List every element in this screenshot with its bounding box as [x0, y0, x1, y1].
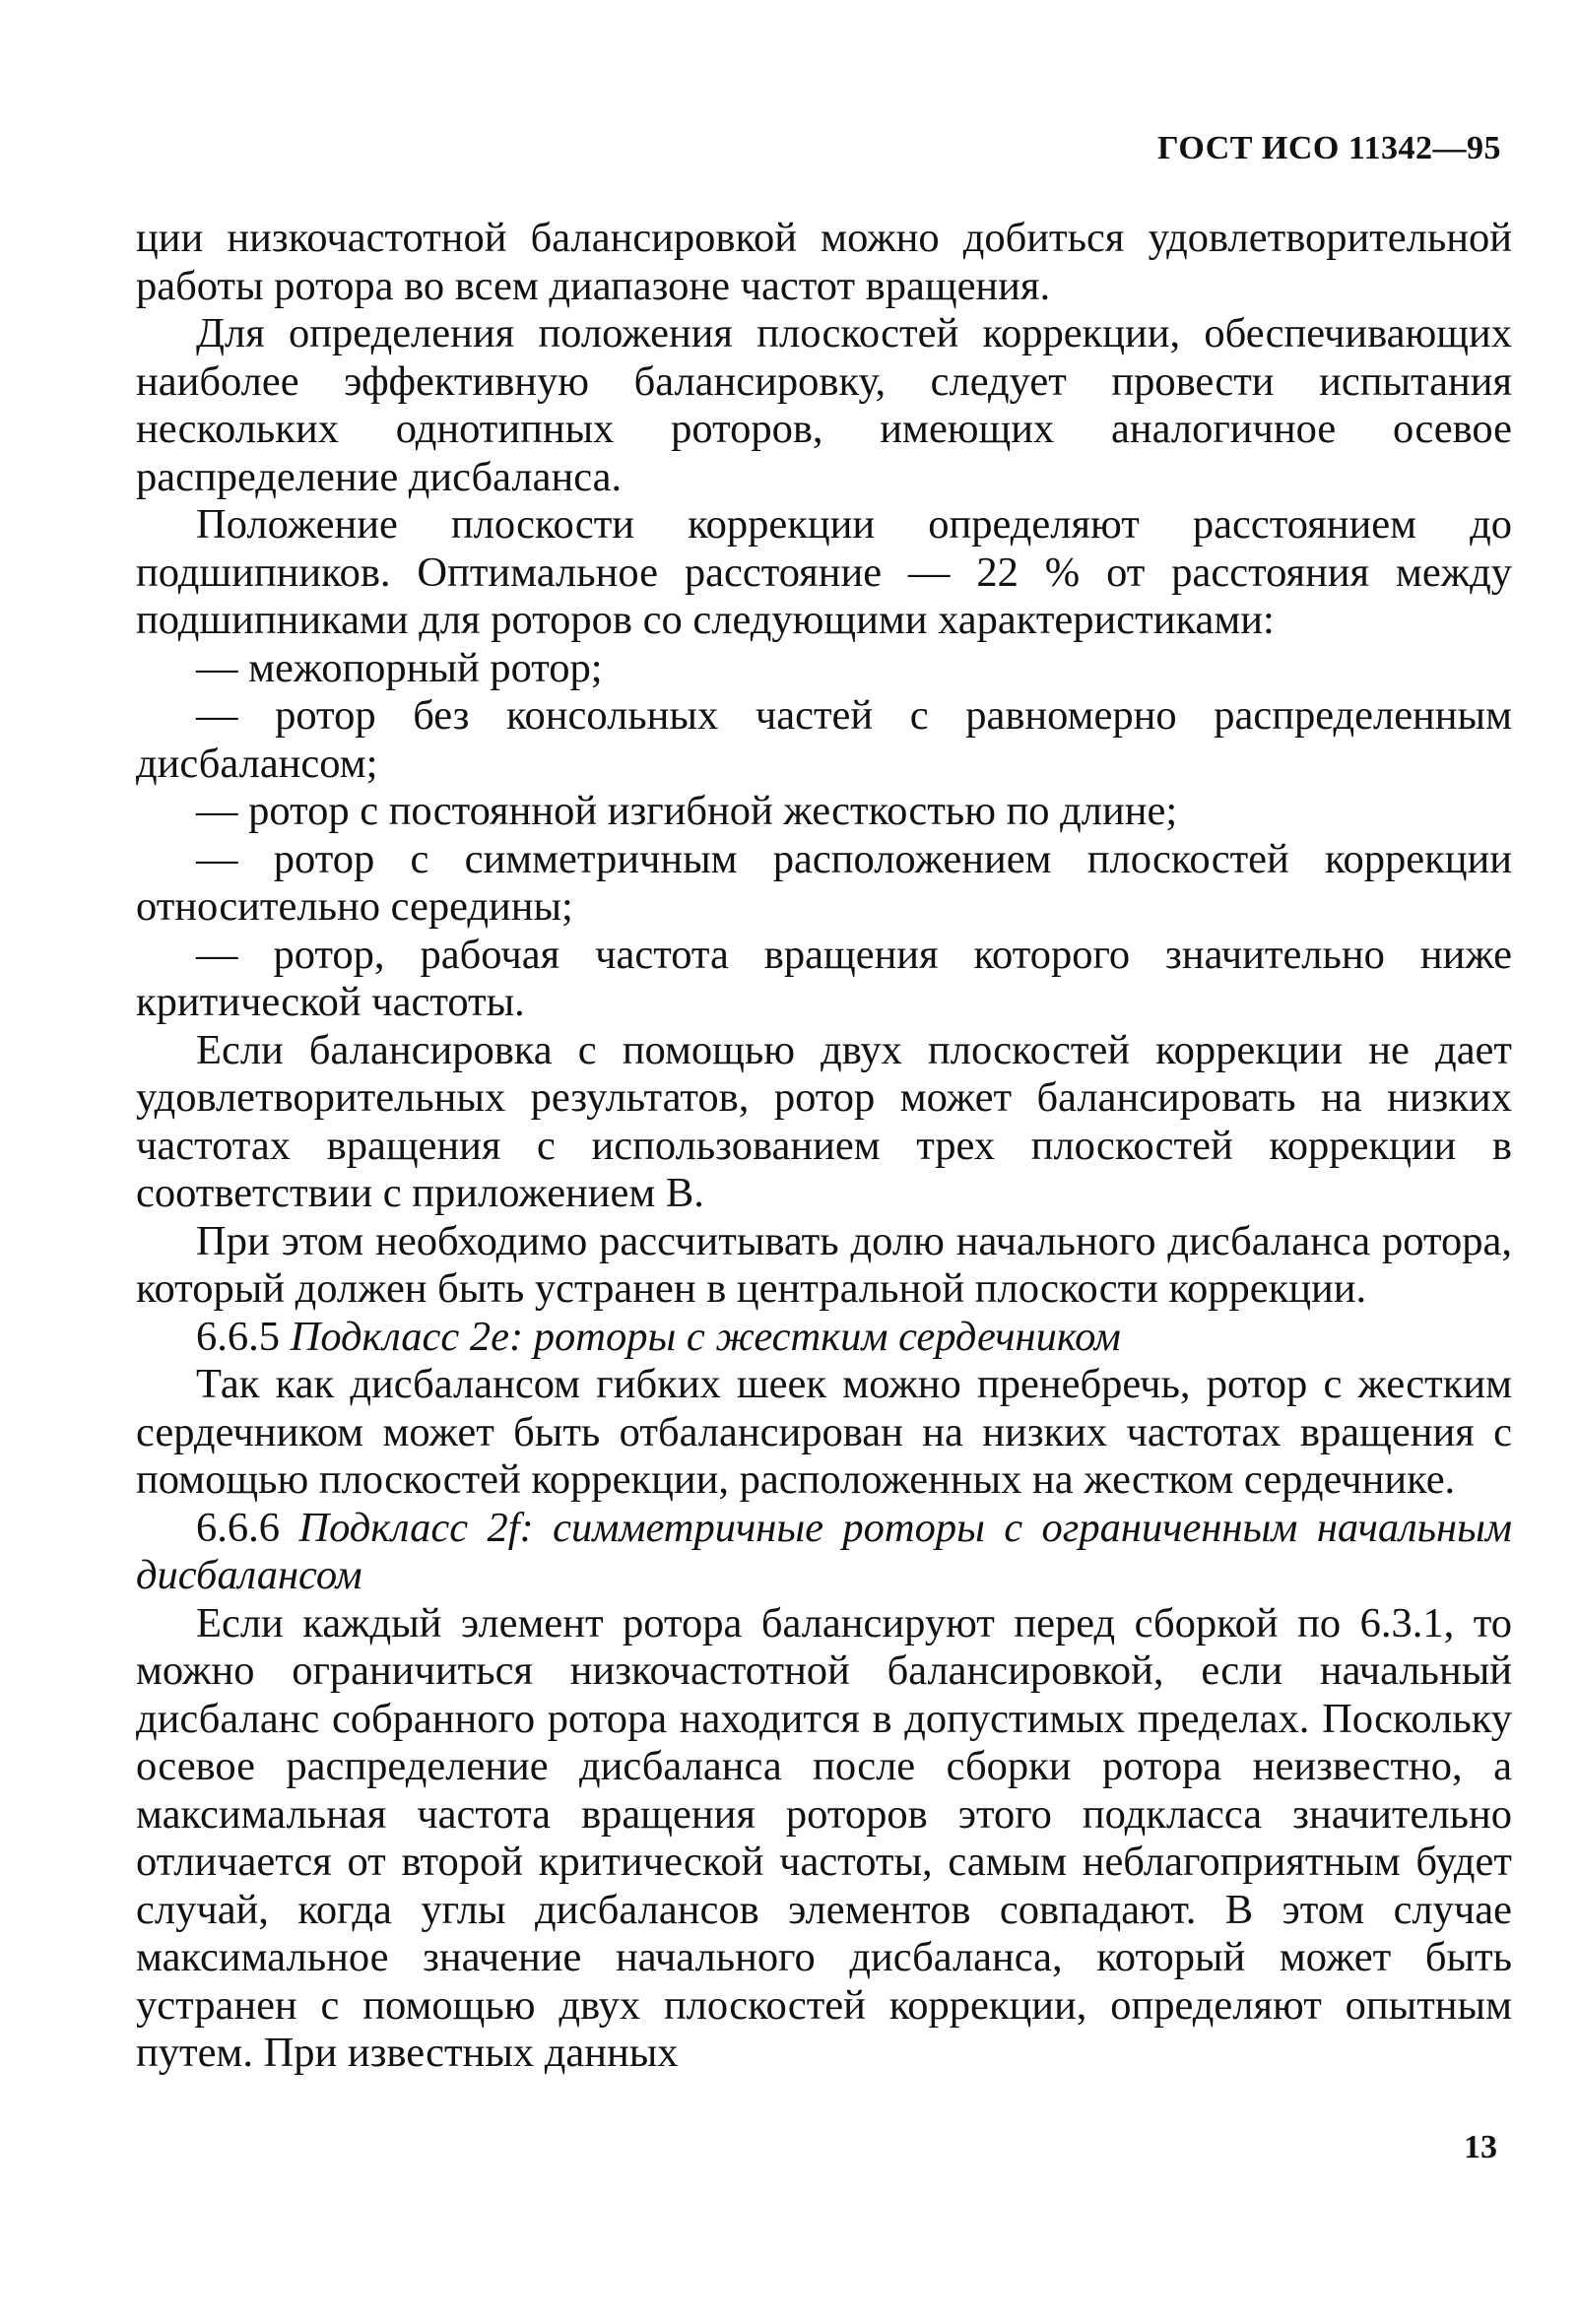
list-item: — ротор с постоянной изгибной жесткостью по длине; [196, 788, 1178, 834]
list-item: — ротор с симметричным расположением плоскостей коррекции относительно середины; [136, 835, 1512, 930]
paragraph: Если балансировка с помощью двух плоскостей коррекции не дает удовлетворительных результатов, ротор может балансировать на низких частотах вращения с использованием трех плоскостей коррекции в соответствии с приложением В. [136, 1026, 1512, 1216]
subsection-heading-6-6-5 [136, 1314, 1512, 1362]
list-item: — ротор без консольных частей с равномерно распределенным дисбалансом; [136, 692, 1512, 787]
list-item: — ротор, рабочая частота вращения которого значительно ниже критической частоты. [136, 931, 1512, 1025]
paragraph: Если каждый элемент ротора балансируют перед сборкой по 6.3.1, то можно ограничиться низкочастотной балансировкой, если начальный дисбаланс собранного ротора находится в допустимых пределах. Поскольку осевое распределение дисбаланса после сборки ротора неизвестно, а максимальная частота вращения роторов этого подкласса значительно отличается от второй критической частоты, самым неблагоприятным будет случай, когда углы дисбалансов элементов совпадают. В этом случае максимальное значение начального дисбаланса, который может быть устранен с помощью двух плоскостей коррекции, определяют опытным путем. При известных данных [136, 1599, 1512, 2076]
paragraph: Так как дисбалансом гибких шеек можно пренебречь, ротор с жестким сердечником может быть отбалансирован на низких частотах вращения с помощью плоскостей коррекции, расположенных на жестком сердечнике. [136, 1361, 1512, 1503]
list-item: — межопорный ротор; [196, 644, 603, 691]
subsection-title: Подкласс 2е: роторы с жестким сердечником [290, 1313, 1121, 1360]
subsection-number: 6.6.5 [196, 1313, 280, 1360]
subsection-heading-6-6-6 [136, 1505, 1512, 1600]
subsection-number: 6.6.6 [196, 1504, 280, 1551]
paragraph: Для определения положения плоскостей коррекции, обеспечивающих наиболее эффективную балансировку, следует провести испытания нескольких однотипных роторов, имеющих аналогичное осевое распределение дисбаланса. [136, 310, 1512, 500]
body-text [136, 215, 1512, 2078]
paragraph: ции низкочастотной балансировкой можно добиться удовлетворительной работы ротора во всем диапазоне частот вращения. [136, 215, 1512, 309]
page-number: 13 [1464, 2129, 1497, 2165]
standard-header: ГОСТ ИСО 11342—95 [1157, 130, 1501, 166]
subsection-title: Подкласс 2f: симметричные роторы с ограниченным начальным дисбалансом [136, 1504, 1512, 1598]
paragraph: Положение плоскости коррекции определяют расстоянием до подшипников. Оптимальное расстояние — 22 % от расстояния между подшипниками для роторов со следующими характеристиками: [136, 501, 1512, 643]
paragraph: При этом необходимо рассчитывать долю начального дисбаланса ротора, который должен быть устранен в центральной плоскости коррекции. [136, 1217, 1512, 1312]
